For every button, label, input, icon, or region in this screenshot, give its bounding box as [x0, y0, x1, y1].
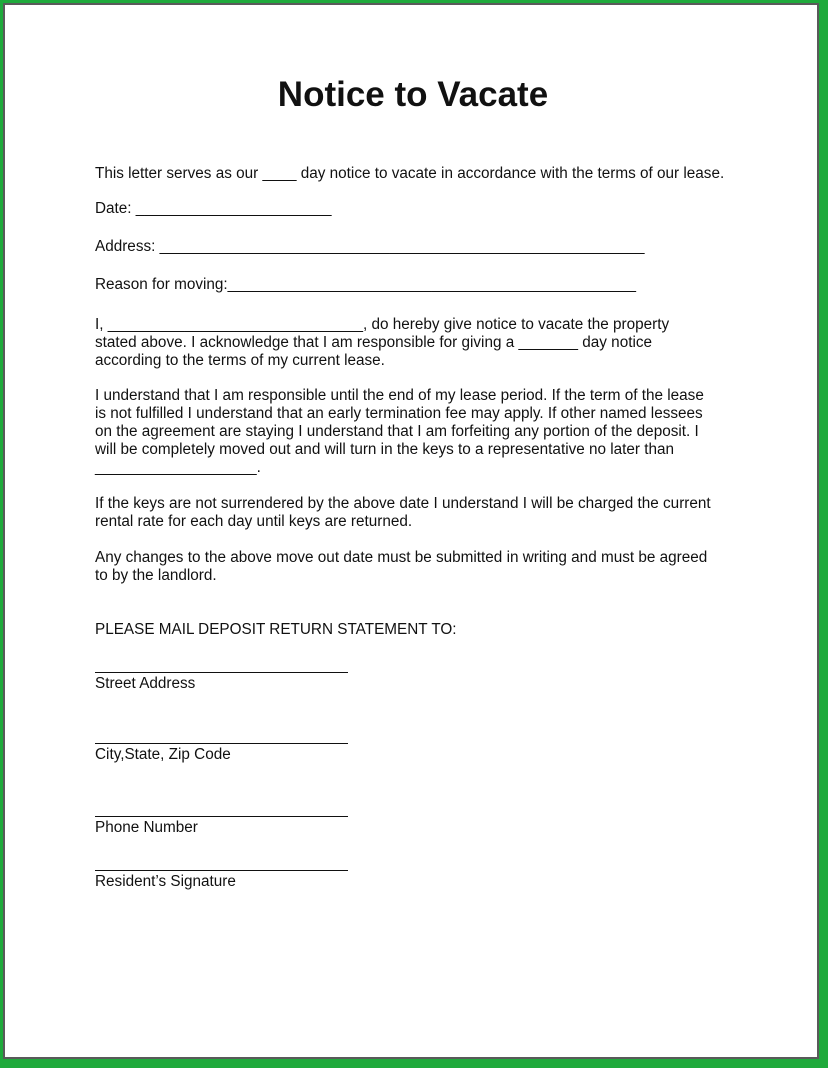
document-page: [3, 3, 819, 1059]
street-address-line: [95, 672, 348, 673]
document-title: Notice to Vacate: [277, 75, 549, 114]
notice-line-2: stated above. I acknowledge that I am responsible for giving a _______ day notice: [95, 334, 652, 351]
lease-line-1: I understand that I am responsible until the end of my lease period. If the term of the lease: [95, 387, 704, 404]
street-address-label: Street Address: [95, 675, 196, 692]
city-state-zip-label: City,State, Zip Code: [95, 746, 231, 763]
intro-line: This letter serves as our ____ day notice to vacate in accordance with the terms of our lease.: [95, 165, 725, 182]
phone-number-line: [95, 816, 348, 817]
lease-line-2: is not fulfilled I understand that an early termination fee may apply. If other named lessees: [95, 405, 703, 422]
reason-field: Reason for moving:________________________________________________: [95, 276, 636, 293]
notice-line-1: I, ______________________________, do hereby give notice to vacate the property: [95, 316, 670, 333]
changes-line-1: Any changes to the above move out date must be submitted in writing and must be agreed: [95, 549, 708, 566]
resident-signature-label: Resident’s Signature: [95, 873, 236, 890]
changes-line-2: to by the landlord.: [95, 567, 217, 584]
signature-line: [95, 870, 348, 871]
notice-paragraph: [95, 316, 735, 370]
mail-heading: PLEASE MAIL DEPOSIT RETURN STATEMENT TO:: [95, 621, 457, 638]
phone-number-label: Phone Number: [95, 819, 198, 836]
lease-line-3: on the agreement are staying I understand that I am forfeiting any portion of the deposit. I: [95, 423, 699, 440]
lease-paragraph: [95, 387, 735, 477]
keys-line-1: If the keys are not surrendered by the above date I understand I will be charged the current: [95, 495, 711, 512]
address-field: Address: _________________________________________________________: [95, 238, 645, 255]
changes-paragraph: [95, 549, 735, 585]
lease-line-5: ___________________.: [95, 459, 261, 476]
date-field: Date: _______________________: [95, 200, 332, 217]
city-state-zip-line: [95, 743, 348, 744]
keys-paragraph: [95, 495, 735, 531]
keys-line-2: rental rate for each day until keys are returned.: [95, 513, 413, 530]
notice-line-3: according to the terms of my current lease.: [95, 352, 385, 369]
lease-line-4: will be completely moved out and will turn in the keys to a representative no later than: [95, 441, 675, 458]
